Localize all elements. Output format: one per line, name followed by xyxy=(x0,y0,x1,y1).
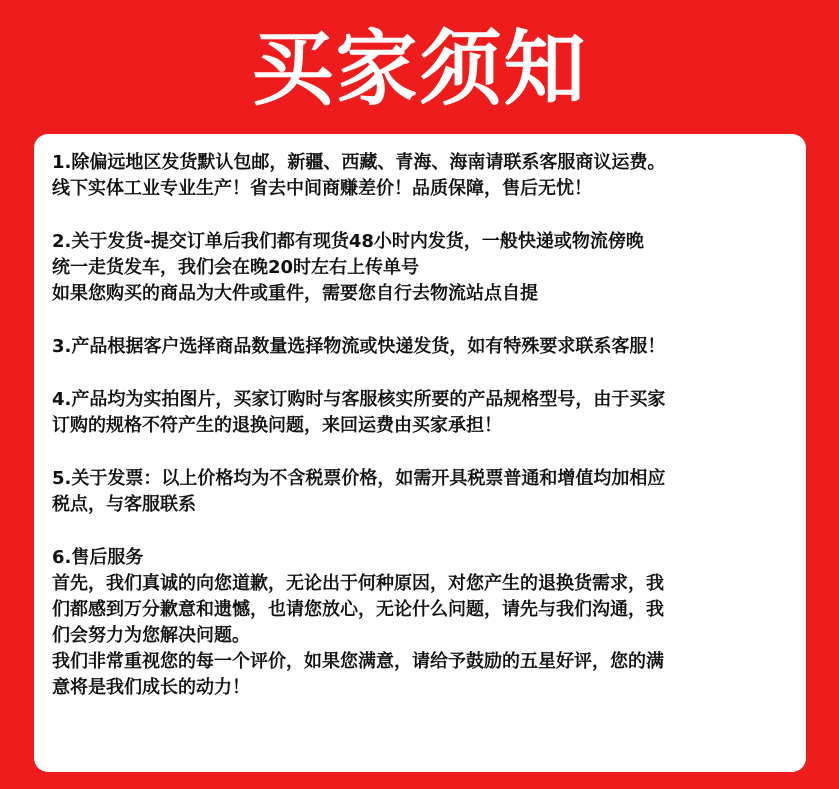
notice-line: 3.产品根据客户选择商品数量选择物流或快递发货，如有特殊要求联系客服！ xyxy=(52,336,666,357)
notice-line: 4.产品均为实拍图片，买家订购时与客服核实所要的产品规格型号，由于买家 xyxy=(52,389,666,410)
notice-line: 1.除偏远地区发货默认包邮，新疆、西藏、青海、海南请联系客服商议运费。 xyxy=(52,152,666,173)
notice-section-4 xyxy=(52,387,790,439)
notice-line: 订购的规格不符产生的退换问题，来回运费由买家承担！ xyxy=(52,415,502,436)
notice-section-1 xyxy=(52,150,790,202)
notice-line: 们会努力为您解决问题。 xyxy=(52,625,250,646)
notice-line: 线下实体工业专业生产！省去中间商赚差价！品质保障，售后无忧！ xyxy=(52,178,592,199)
notice-panel xyxy=(34,134,806,772)
notice-section-2 xyxy=(52,229,790,307)
notice-line: 们都感到万分歉意和遗憾，也请您放心，无论什么问题，请先与我们沟通，我 xyxy=(52,599,664,620)
notice-line: 6.售后服务 xyxy=(52,547,144,568)
notice-line: 我们非常重视您的每一个评价，如果您满意，请给予鼓励的五星好评，您的满 xyxy=(52,651,664,672)
notice-line: 统一走货发车，我们会在晚20时左右上传单号 xyxy=(52,257,420,278)
page-title: 买家须知 xyxy=(251,22,588,117)
notice-line: 首先，我们真诚的向您道歉，无论出于何种原因，对您产生的退换货需求，我 xyxy=(52,573,664,594)
notice-line: 税点，与客服联系 xyxy=(52,494,196,515)
notice-section-6 xyxy=(52,545,790,701)
notice-line: 5.关于发票：以上价格均为不含税票价格，如需开具税票普通和增值均加相应 xyxy=(52,468,666,489)
notice-line: 意将是我们成长的动力！ xyxy=(52,677,250,698)
notice-line: 如果您购买的商品为大件或重件，需要您自行去物流站点自提 xyxy=(52,283,538,304)
notice-line: 2.关于发货-提交订单后我们都有现货48小时内发货，一般快递或物流傍晚 xyxy=(52,231,644,252)
notice-section-5 xyxy=(52,466,790,518)
notice-section-3 xyxy=(52,334,790,360)
